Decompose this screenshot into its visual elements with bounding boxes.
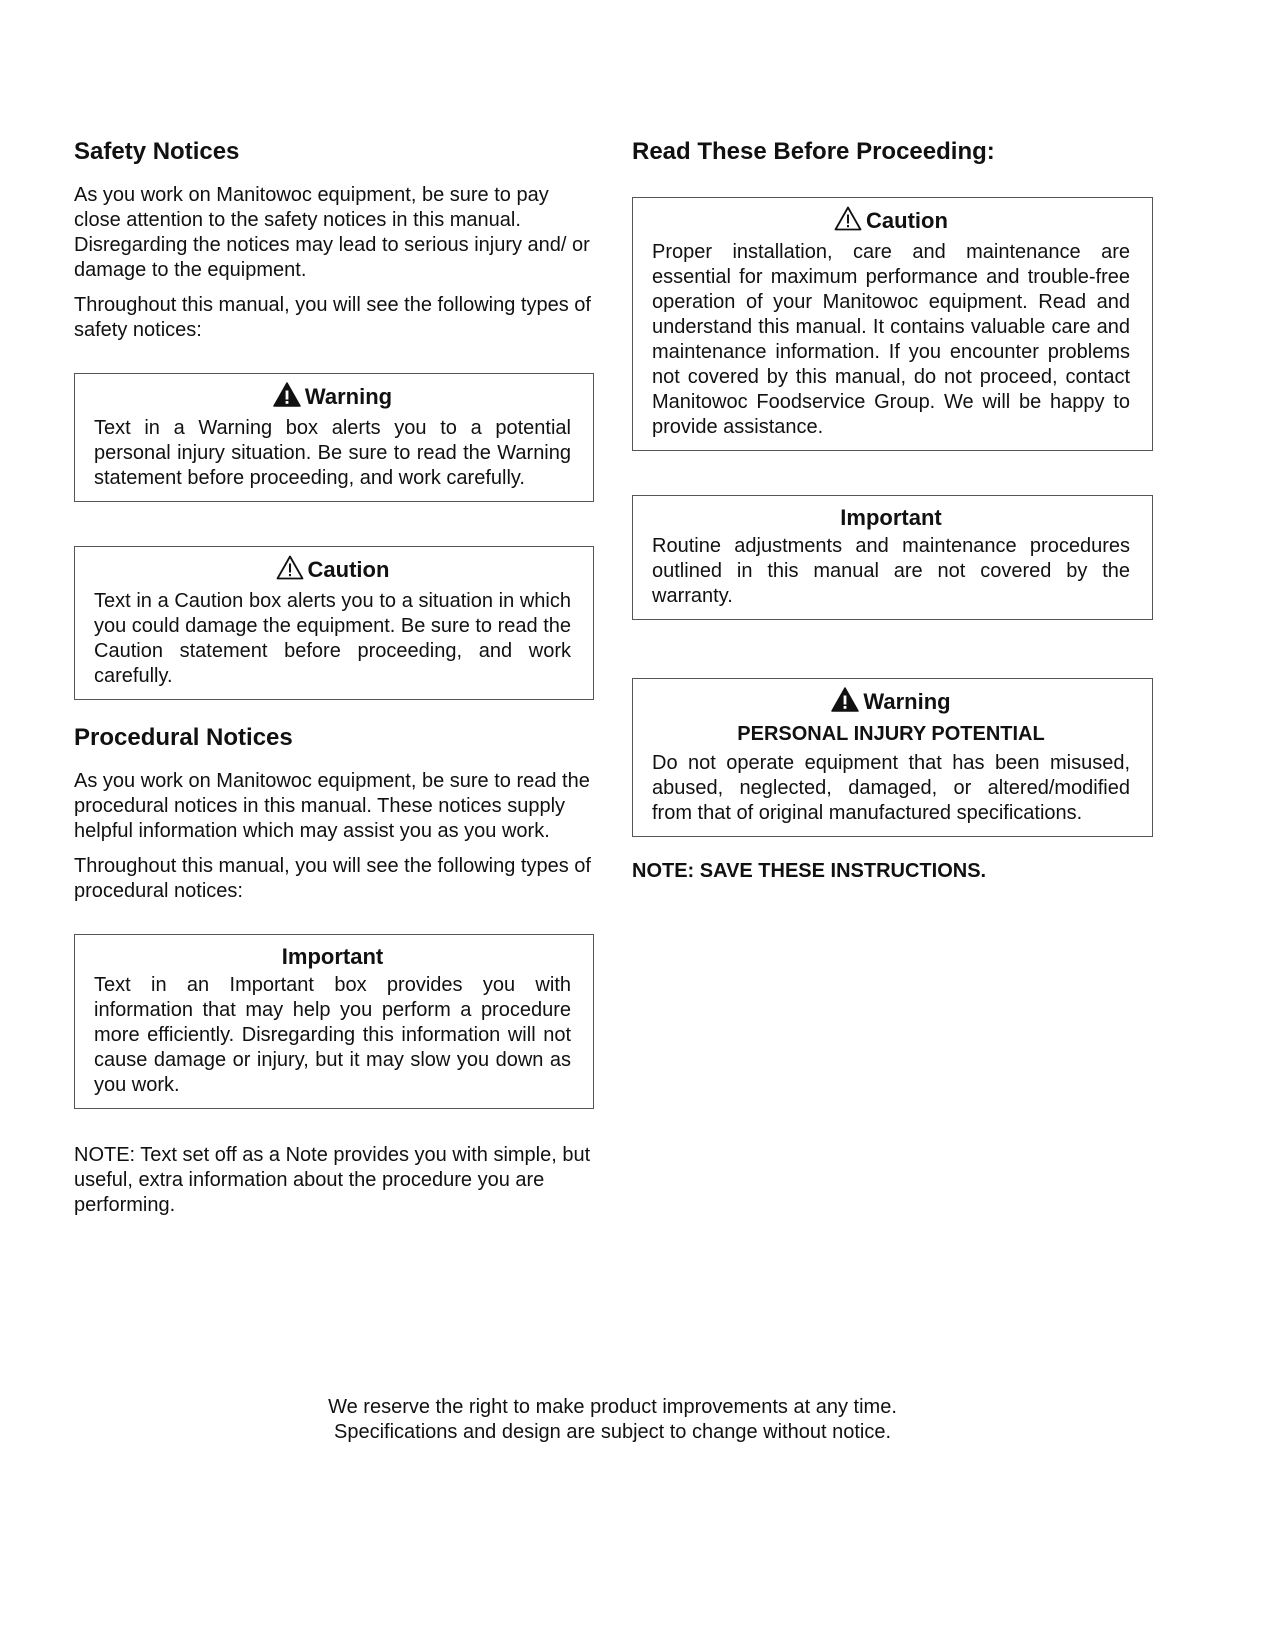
caution-box-title-text: Caution [866,207,948,233]
procedural-notices-paragraph-2: Throughout this manual, you will see the following types of procedural notices: [74,854,591,902]
caution-example-box [74,546,594,700]
important-box-title: Important [281,943,384,969]
caution-box-title [94,555,571,587]
warning-box-text: Do not operate equipment that has been misused, abused, neglected, damaged, or altered/modified from that of original manufactured specifications. [652,751,1130,824]
left-column [74,138,594,1228]
procedural-notices-paragraph-1: As you work on Manitowoc equipment, be sure to read the procedural notices in this manual. These notices supply helpful information which may assist you as you work. [74,769,590,842]
footer-line-2: Specifications and design are subject to change without notice. [333,1421,892,1443]
caution-box-title-text: Caution [307,556,390,582]
safety-notices-paragraph-1: As you work on Manitowoc equipment, be sure to pay close attention to the safety notices in this manual. Disregarding the notices may lead to serious injury and/ or damage to the equipment. [74,183,590,281]
note-paragraph: NOTE: Text set off as a Note provides you with simple, but useful, extra information about the procedure you are performing. [74,1143,591,1216]
warning-box-title-text: Warning [863,688,951,714]
caution-box-text: Proper installation, care and maintenance are essential for maximum performance and trouble-free operation of your Manitowoc equipment. Read and understand this manual. It contains valuable care and maintenance information. If you encounter problems not covered by this manual, do not proceed, contact Manitowoc Foodservice Group. We will be happy to provide assistance. [652,240,1130,438]
important-box-text: Text in an Important box provides you with information that may help you perform a procedure more efficiently. Disregarding this information will not cause damage or injury, but it may slow you down as you work. [94,973,571,1096]
warning-box-title [652,687,1130,719]
warning-icon [831,687,859,719]
safety-notices-heading: Safety Notices [74,138,240,165]
save-instructions-note: NOTE: SAVE THESE INSTRUCTIONS. [632,859,987,882]
important-box [632,495,1153,620]
footer [0,1395,1225,1445]
caution-icon [834,206,862,238]
caution-box-title [652,206,1130,238]
warning-box-text: Text in a Warning box alerts you to a potential personal injury situation. Be sure to read the Warning statement before proceeding, and work carefully. [94,416,571,489]
warning-box [632,678,1153,837]
important-box-title: Important [840,504,942,530]
read-before-proceeding-heading: Read These Before Proceeding: [632,138,995,165]
warning-box-subtitle: PERSONAL INJURY POTENTIAL [737,722,1045,745]
warning-icon [273,382,301,414]
safety-notices-paragraph-2: Throughout this manual, you will see the following types of safety notices: [74,293,591,341]
caution-icon [276,555,304,587]
warning-box-title [94,382,571,414]
important-example-box [74,934,594,1109]
caution-box-text: Text in a Caution box alerts you to a situation in which you could damage the equipment. Be sure to read the Caution statement before proceeding, and work carefully. [94,589,571,687]
warning-example-box [74,373,594,502]
caution-box [632,197,1153,451]
right-column [632,138,1153,884]
footer-line-1: We reserve the right to make product improvements at any time. [328,1396,897,1418]
procedural-notices-heading: Procedural Notices [74,723,293,751]
important-box-text: Routine adjustments and maintenance procedures outlined in this manual are not covered by the warranty. [652,534,1130,607]
warning-box-title-text: Warning [304,383,393,409]
